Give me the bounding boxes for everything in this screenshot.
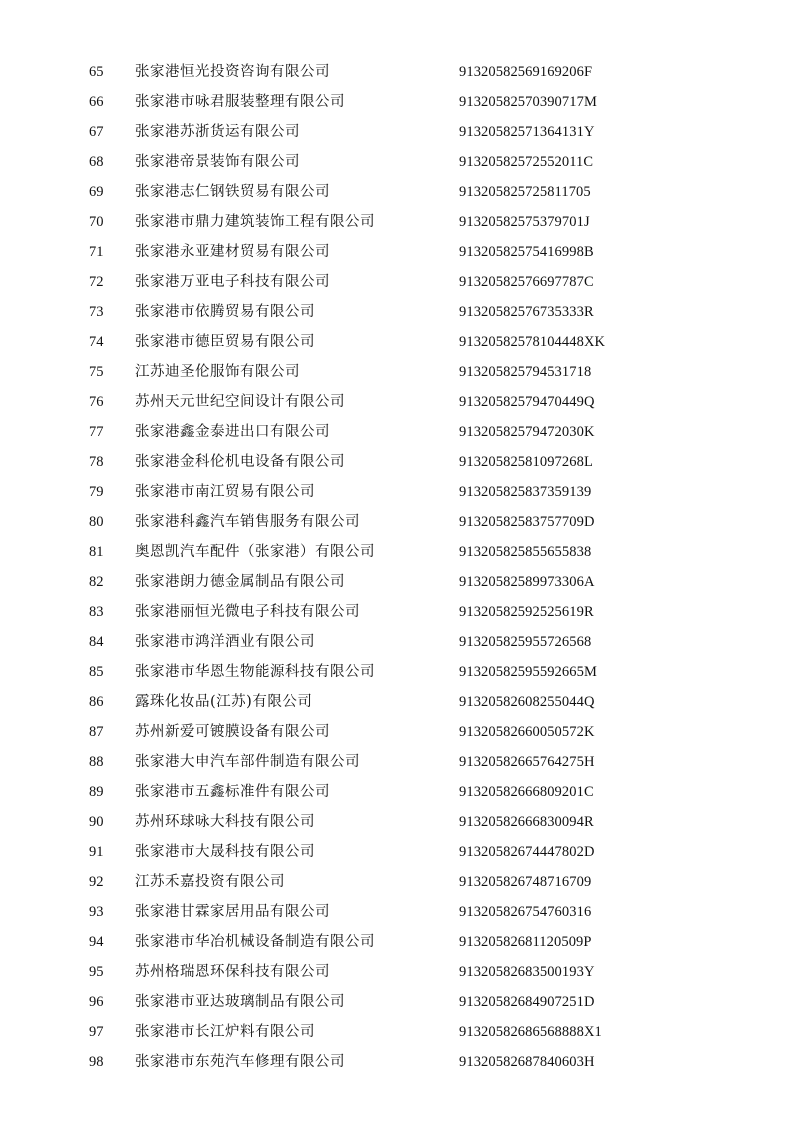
company-name: 张家港丽恒光微电子科技有限公司 xyxy=(135,604,360,620)
list-item xyxy=(0,357,793,387)
list-item xyxy=(0,717,793,747)
row-number: 98 xyxy=(89,1054,104,1070)
company-name: 苏州天元世纪空间设计有限公司 xyxy=(135,394,345,410)
credit-code: 913205826748716709 xyxy=(459,874,592,890)
company-name: 苏州环球咏大科技有限公司 xyxy=(135,814,315,830)
company-name: 张家港市咏君服装整理有限公司 xyxy=(135,94,345,110)
credit-code: 91320582666809201C xyxy=(459,784,594,800)
row-number: 70 xyxy=(89,214,104,230)
company-name: 张家港市东苑汽车修理有限公司 xyxy=(135,1054,345,1070)
list-item xyxy=(0,147,793,177)
credit-code: 91320582686568888X1 xyxy=(459,1024,602,1040)
credit-code: 913205825955726568 xyxy=(459,634,592,650)
row-number: 71 xyxy=(89,244,104,260)
company-name: 张家港市五鑫标准件有限公司 xyxy=(135,784,330,800)
list-item xyxy=(0,237,793,267)
row-number: 65 xyxy=(89,64,104,80)
company-name: 苏州新爱可镀膜设备有限公司 xyxy=(135,724,330,740)
credit-code: 91320582569169206F xyxy=(459,64,593,80)
row-number: 82 xyxy=(89,574,104,590)
company-name: 张家港永亚建材贸易有限公司 xyxy=(135,244,330,260)
credit-code: 91320582579470449Q xyxy=(459,394,595,410)
credit-code: 91320582660050572K xyxy=(459,724,595,740)
company-name: 张家港市南江贸易有限公司 xyxy=(135,484,315,500)
company-name: 张家港市华恩生物能源科技有限公司 xyxy=(135,664,375,680)
row-number: 84 xyxy=(89,634,104,650)
credit-code: 91320582674447802D xyxy=(459,844,595,860)
company-name: 张家港志仁钢铁贸易有限公司 xyxy=(135,184,330,200)
company-name: 张家港大申汽车部件制造有限公司 xyxy=(135,754,360,770)
list-item xyxy=(0,537,793,567)
row-number: 74 xyxy=(89,334,104,350)
company-name: 露珠化妆品(江苏)有限公司 xyxy=(135,694,313,710)
list-item xyxy=(0,267,793,297)
row-number: 79 xyxy=(89,484,104,500)
credit-code: 91320582579472030K xyxy=(459,424,595,440)
credit-code: 91320582572552011C xyxy=(459,154,594,170)
list-item xyxy=(0,897,793,927)
company-name: 张家港市依腾贸易有限公司 xyxy=(135,304,315,320)
list-item xyxy=(0,387,793,417)
company-name: 江苏禾嘉投资有限公司 xyxy=(135,874,285,890)
row-number: 90 xyxy=(89,814,104,830)
list-item xyxy=(0,567,793,597)
list-item xyxy=(0,657,793,687)
row-number: 96 xyxy=(89,994,104,1010)
row-number: 94 xyxy=(89,934,104,950)
company-name: 江苏迪圣伦服饰有限公司 xyxy=(135,364,300,380)
list-item xyxy=(0,957,793,987)
list-item xyxy=(0,207,793,237)
credit-code: 91320582681120509P xyxy=(459,934,592,950)
credit-code: 91320582570390717M xyxy=(459,94,597,110)
company-name: 张家港帝景装饰有限公司 xyxy=(135,154,300,170)
row-number: 85 xyxy=(89,664,104,680)
list-item xyxy=(0,867,793,897)
credit-code: 91320582683500193Y xyxy=(459,964,595,980)
row-number: 68 xyxy=(89,154,104,170)
row-number: 83 xyxy=(89,604,104,620)
list-item xyxy=(0,327,793,357)
row-number: 76 xyxy=(89,394,104,410)
list-item xyxy=(0,927,793,957)
company-name: 张家港朗力德金属制品有限公司 xyxy=(135,574,345,590)
list-item xyxy=(0,987,793,1017)
credit-code: 91320582576697787C xyxy=(459,274,594,290)
list-item xyxy=(0,417,793,447)
row-number: 87 xyxy=(89,724,104,740)
credit-code: 91320582687840603H xyxy=(459,1054,595,1070)
list-item xyxy=(0,1017,793,1047)
credit-code: 91320582575416998B xyxy=(459,244,594,260)
company-name: 张家港市大晟科技有限公司 xyxy=(135,844,315,860)
credit-code: 91320582571364131Y xyxy=(459,124,595,140)
list-item xyxy=(0,507,793,537)
company-name: 张家港科鑫汽车销售服务有限公司 xyxy=(135,514,360,530)
row-number: 75 xyxy=(89,364,104,380)
credit-code: 913205825725811705 xyxy=(459,184,591,200)
list-item xyxy=(0,297,793,327)
credit-code: 913205826754760316 xyxy=(459,904,592,920)
company-name: 张家港甘霖家居用品有限公司 xyxy=(135,904,330,920)
company-name: 张家港苏浙货运有限公司 xyxy=(135,124,300,140)
row-number: 73 xyxy=(89,304,104,320)
list-item xyxy=(0,447,793,477)
credit-code: 913205825837359139 xyxy=(459,484,592,500)
credit-code: 91320582583757709D xyxy=(459,514,595,530)
company-name: 奥恩凯汽车配件（张家港）有限公司 xyxy=(135,544,375,560)
row-number: 81 xyxy=(89,544,104,560)
row-number: 72 xyxy=(89,274,104,290)
credit-code: 91320582578104448XK xyxy=(459,334,606,350)
credit-code: 913205825855655838 xyxy=(459,544,592,560)
row-number: 66 xyxy=(89,94,104,110)
credit-code: 91320582665764275H xyxy=(459,754,595,770)
list-item xyxy=(0,747,793,777)
company-list xyxy=(0,57,793,1077)
company-name: 张家港鑫金泰进出口有限公司 xyxy=(135,424,330,440)
row-number: 93 xyxy=(89,904,104,920)
list-item xyxy=(0,807,793,837)
company-name: 张家港市亚达玻璃制品有限公司 xyxy=(135,994,345,1010)
company-name: 张家港市德臣贸易有限公司 xyxy=(135,334,315,350)
credit-code: 91320582589973306A xyxy=(459,574,595,590)
company-name: 张家港金科伦机电设备有限公司 xyxy=(135,454,345,470)
list-item xyxy=(0,597,793,627)
row-number: 88 xyxy=(89,754,104,770)
row-number: 89 xyxy=(89,784,104,800)
row-number: 77 xyxy=(89,424,104,440)
list-item xyxy=(0,687,793,717)
list-item xyxy=(0,477,793,507)
credit-code: 91320582576735333R xyxy=(459,304,594,320)
credit-code: 91320582666830094R xyxy=(459,814,594,830)
list-item xyxy=(0,57,793,87)
list-item xyxy=(0,87,793,117)
credit-code: 91320582684907251D xyxy=(459,994,595,1010)
list-item xyxy=(0,837,793,867)
row-number: 91 xyxy=(89,844,104,860)
company-name: 张家港市长江炉料有限公司 xyxy=(135,1024,315,1040)
credit-code: 913205825794531718 xyxy=(459,364,592,380)
credit-code: 91320582608255044Q xyxy=(459,694,595,710)
row-number: 95 xyxy=(89,964,104,980)
list-item xyxy=(0,117,793,147)
credit-code: 91320582581097268L xyxy=(459,454,593,470)
row-number: 69 xyxy=(89,184,104,200)
credit-code: 91320582595592665M xyxy=(459,664,597,680)
row-number: 80 xyxy=(89,514,104,530)
credit-code: 91320582575379701J xyxy=(459,214,590,230)
company-name: 张家港市华冶机械设备制造有限公司 xyxy=(135,934,375,950)
company-name: 张家港恒光投资咨询有限公司 xyxy=(135,64,330,80)
row-number: 67 xyxy=(89,124,104,140)
list-item xyxy=(0,777,793,807)
row-number: 92 xyxy=(89,874,104,890)
row-number: 97 xyxy=(89,1024,104,1040)
row-number: 86 xyxy=(89,694,104,710)
list-item xyxy=(0,177,793,207)
list-item xyxy=(0,1047,793,1077)
company-name: 苏州格瑞恩环保科技有限公司 xyxy=(135,964,330,980)
row-number: 78 xyxy=(89,454,104,470)
company-name: 张家港市鸿洋酒业有限公司 xyxy=(135,634,315,650)
list-item xyxy=(0,627,793,657)
company-name: 张家港市鼎力建筑装饰工程有限公司 xyxy=(135,214,375,230)
credit-code: 91320582592525619R xyxy=(459,604,594,620)
company-name: 张家港万亚电子科技有限公司 xyxy=(135,274,330,290)
